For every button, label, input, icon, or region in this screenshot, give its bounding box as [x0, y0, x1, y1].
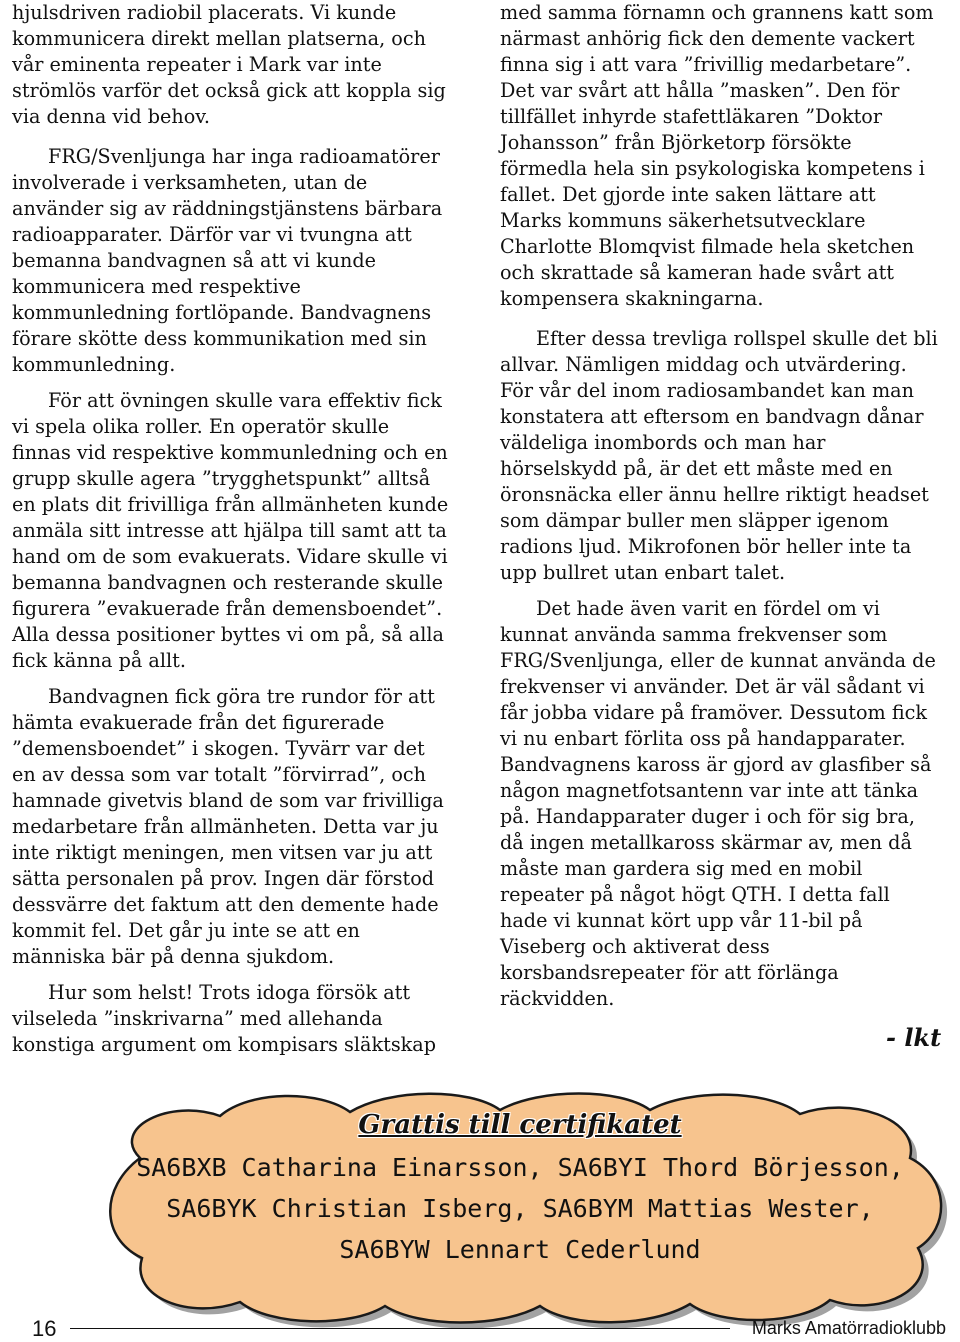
article-paragraph: FRG/Svenljunga har inga radioamatörer involverade i verksamheten, utan de använder sig av räddningstjänstens bärbara radioapparater. Därför var vi tvungna att bemanna bandvagnen så att vi kunde kommunicera med respektive kommunledning fortlöpande. Bandvagnens förare skötte dess kommunikation med sin kommunledning. — [12, 145, 443, 376]
left-column — [12, 0, 452, 1068]
cloud-names-line: SA6BYW Lennart Cederlund — [339, 1235, 701, 1264]
congratulations-cloud — [80, 1088, 960, 1328]
article-paragraph: med samma förnamn och grannens katt som närmast anhörig fick den demente vackert finna sig i att vara ”frivillig medarbetare”. Det var svårt att hålla ”masken”. Den för tillfället inhyrde stafettläkaren ”Doktor Johansson” från Björketorp försökte förmedla hela sin psykologiska kompetens i fallet. Det gjorde inte saken lättare att Marks kommuns säkerhetsutvecklare Charlotte Blomqvist filmade hela sketchen och skrattade så kameran hade svårt att kompensera skakningarna. — [500, 1, 934, 310]
article-paragraph: Hur som helst! Trots idoga försök att vilseleda ”inskrivarna” med allehanda konstiga argument om kompisars släktskap — [12, 981, 437, 1056]
page-number: 16 — [32, 1316, 57, 1341]
article-paragraph: hjulsdriven radiobil placerats. Vi kunde kommunicera direkt mellan platserna, och vår eminenta repeater i Mark var inte strömlös varför det också gick att koppla sig via denna vid behov. — [12, 1, 446, 128]
footer-divider — [70, 1328, 730, 1329]
article-paragraph: För att övningen skulle vara effektiv fick vi spela olika roller. En operatör skulle finnas vid respektive kommunledning och en grupp skulle agera ”trygghetspunkt” alltså en plats dit frivilliga från allmänheten kunde anmäla sitt intresse att hjälpa till samt att ta hand om de som evakuerats. Vidare skulle vi bemanna bandvagnen och resterande skulle figurera ”evakuerade från demensboendet”. Alla dessa positioner byttes vi om på, så alla fick känna på allt. — [12, 389, 449, 672]
cloud-title: Grattis till certifikatet — [358, 1110, 682, 1140]
right-column — [500, 0, 940, 1022]
cloud-names-line: SA6BYK Christian Isberg, SA6BYM Mattias Wester, — [166, 1194, 874, 1223]
article-paragraph: Bandvagnen fick göra tre rundor för att hämta evakuerade från det figurerade ”demensboendet” i skogen. Tyvärr var det en av dessa som var totalt ”förvirrad”, och hamnade givetvis bland de som var frivilliga medarbetare från allmänheten. Detta var ju inte riktigt meningen, men vitsen var ju att sätta personalen på prov. Ingen där förstod dessvärre det faktum att den demente hade kommit fel. Det går ju inte se att en människa bär på denna sjukdom. — [12, 685, 444, 968]
article-paragraph: Efter dessa trevliga rollspel skulle det bli allvar. Nämligen middag och utvärdering. För vår del inom radiosambandet kan man konstatera att eftersom en bandvagn dånar väldeliga inombords och man har hörselskydd på, är det ett måste med en öronsnäcka eller ännu hellre riktigt headset som dämpar buller men släpper igenom radions ljud. Mikrofonen bör heller inte ta upp bullret utan enbart talet. — [500, 327, 938, 584]
article-paragraph: Det hade även varit en fördel om vi kunnat använda samma frekvenser som FRG/Svenljunga, eller de kunnat använda de frekvenser vi använder. Det är väl sådant vi får jobba vidare på framöver. Dessutom fick vi nu enbart förlita oss på handapparater. Bandvagnens kaross är gjord av glasfiber så någon magnetfotsantenn var inte att tänka på. Handapparater duger i och för sig bra, då ingen metallkaross skärmar av, men då måste man gardera sig med en mobil repeater på något högt QTH. I detta fall hade vi kunnat kört upp vår 11-bil på Viseberg och aktiverat dess korsbandsrepeater för att förlänga räckvidden. — [500, 597, 936, 1010]
footer-club-name: Marks Amatörradioklubb — [751, 1318, 946, 1338]
author-signature: - lkt — [886, 1023, 942, 1052]
cloud-names-line: SA6BXB Catharina Einarsson, SA6BYI Thord Börjesson, — [136, 1153, 904, 1182]
